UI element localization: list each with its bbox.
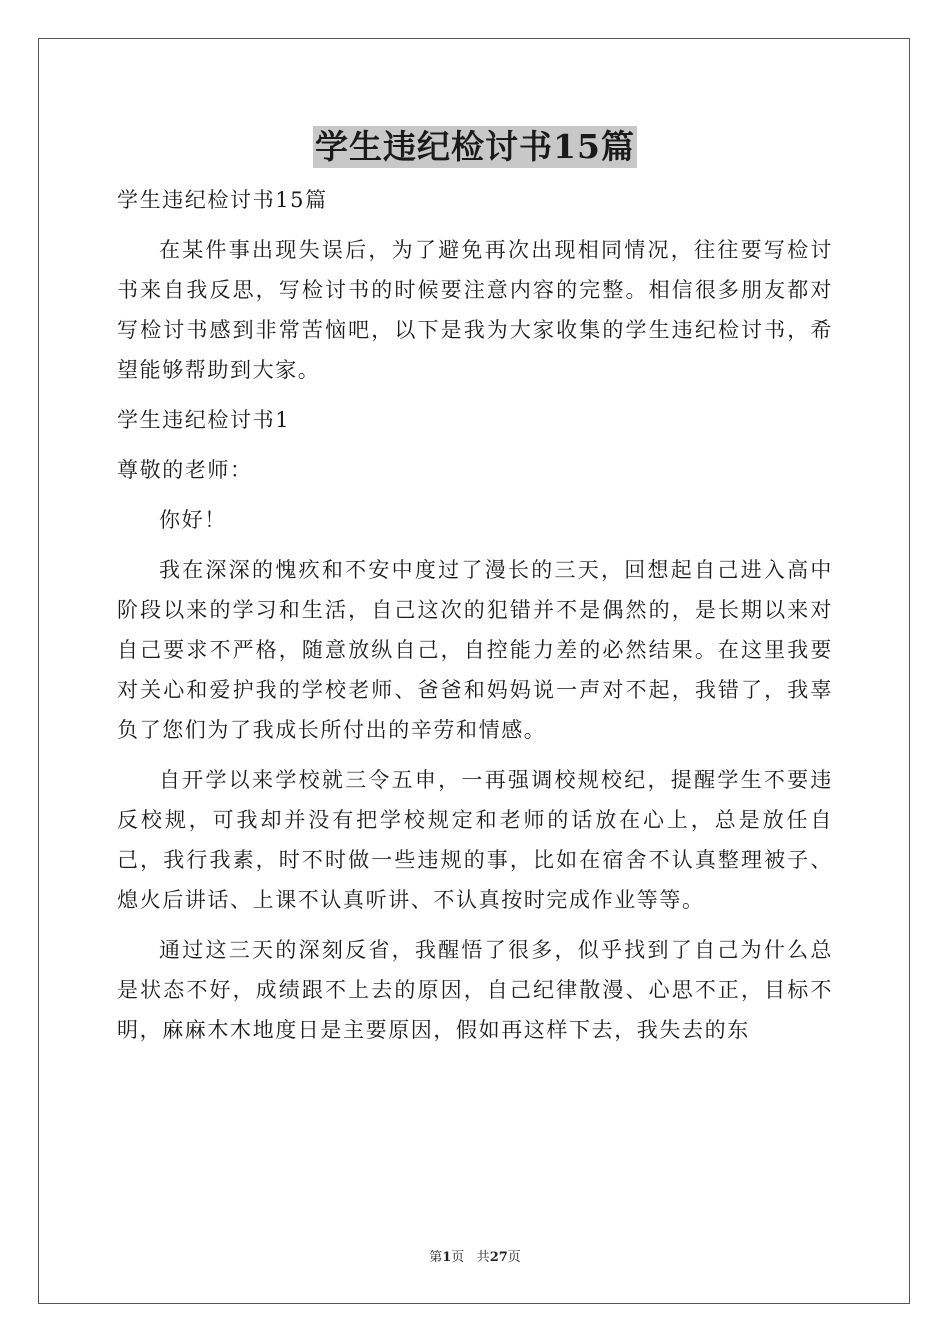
document-body <box>117 180 833 1060</box>
paragraph: 我在深深的愧疚和不安中度过了漫长的三天，回想起自己进入高中阶段以来的学习和生活，自己这次的犯错并不是偶然的，是长期以来对自己要求不严格，随意放纵自己，自控能力差的必然结果。在这里我要对关心和爱护我的学校老师、爸爸和妈妈说一声对不起，我错了，我辜负了您们为了我成长所付出的辛劳和情感。 <box>117 558 833 742</box>
title-wrap <box>0 126 950 168</box>
page-suffix: 页 <box>451 1250 465 1265</box>
page-total: 27 <box>489 1250 508 1265</box>
paragraph: 尊敬的老师： <box>117 458 253 482</box>
page-footer <box>0 1246 950 1265</box>
paragraph: 在某件事出现失误后，为了避免再次出现相同情况，往往要写检讨书来自我反思，写检讨书的时候要注意内容的完整。相信很多朋友都对写检讨书感到非常苦恼吧，以下是我为大家收集的学生违纪检讨书，希望能够帮助到大家。 <box>117 238 833 382</box>
paragraph: 自开学以来学校就三令五申，一再强调校规校纪，提醒学生不要违反校规，可我却并没有把学校规定和老师的话放在心上，总是放任自己，我行我素，时不时做一些违规的事，比如在宿舍不认真整理被子、熄火后讲话、上课不认真听讲、不认真按时完成作业等等。 <box>117 768 833 912</box>
paragraph: 学生违纪检讨书15篇 <box>117 188 328 212</box>
paragraph: 通过这三天的深刻反省，我醒悟了很多，似乎找到了自己为什么总是状态不好，成绩跟不上去的原因，自己纪律散漫、心思不正，目标不明，麻麻木木地度日是主要原因，假如再这样下去，我失去的东 <box>117 938 833 1042</box>
document-title: 学生违纪检讨书15篇 <box>315 127 635 166</box>
paragraph: 学生违纪检讨书1 <box>117 408 291 432</box>
page-prefix: 第 <box>429 1250 443 1265</box>
page-current: 1 <box>442 1250 452 1265</box>
paragraph: 你好！ <box>159 508 227 532</box>
total-suffix: 页 <box>507 1250 521 1265</box>
total-prefix: 共 <box>476 1250 490 1265</box>
